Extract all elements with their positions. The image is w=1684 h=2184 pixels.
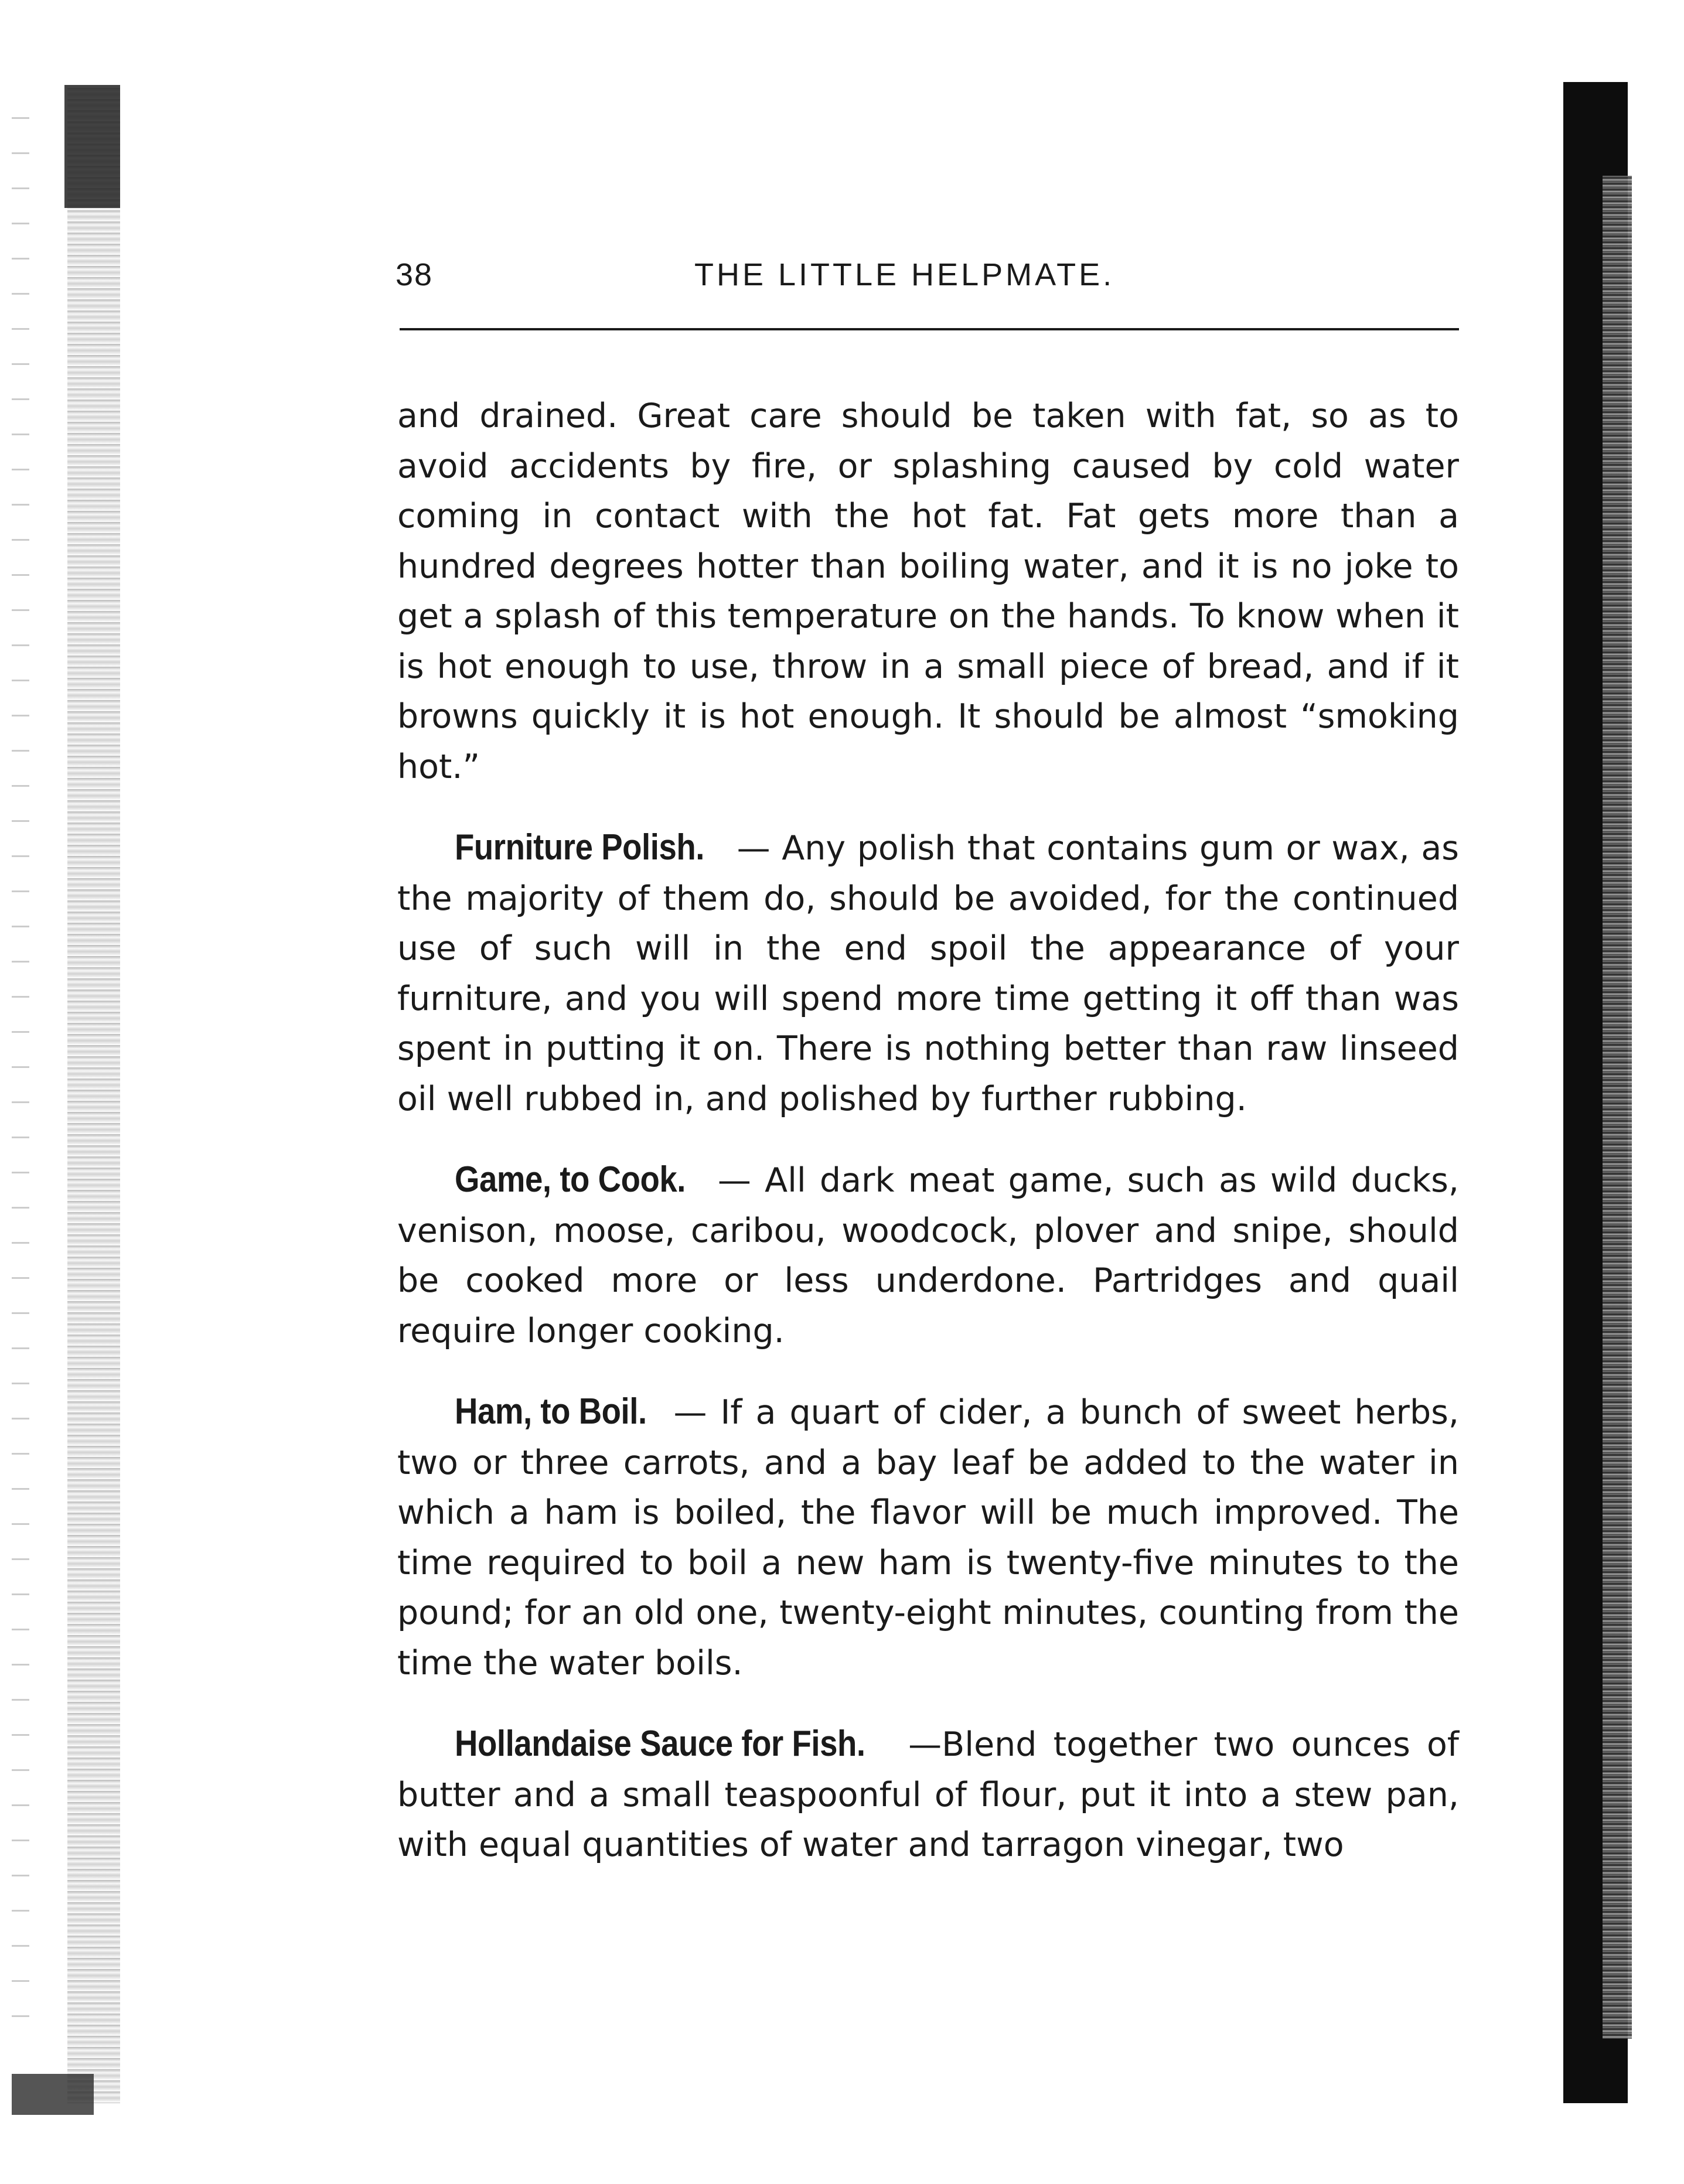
entry-game-to-cook	[397, 1155, 1459, 1356]
entry-text: If a quart of cider, a bunch of sweet herbs, two or three carrots, and a bay leaf be added to the water in which a ham is boiled, the flavor will be much improved. The time required to boil a new ham is twenty-five minutes to the pound; for an old one, twenty-eight minutes, counting from the time the water boils.	[397, 1393, 1459, 1683]
scan-binding-shadow	[67, 88, 120, 2103]
entry-dash: —	[908, 1725, 942, 1764]
entry-title: Furniture Polish.	[455, 827, 705, 868]
scan-margin-specks	[12, 117, 29, 2050]
entry-title: Game, to Cook.	[455, 1159, 686, 1200]
entry-title: Hollandaise Sauce for Fish.	[455, 1724, 865, 1764]
entry-text: Any polish that contains gum or wax, as the majority of them do, should be avoided, for the continued use of such will in the end spoil the appearance of your furniture, and you will spend more time getting it off than was spent in putting it on. There is nothing better than raw linseed oil well rubbed in, and polished by further rubbing.	[397, 829, 1459, 1118]
entry-furniture-polish	[397, 823, 1459, 1124]
entry-hollandaise-sauce	[397, 1719, 1459, 1871]
entry-ham-to-boil	[397, 1387, 1459, 1688]
scan-binding-dark-top	[64, 85, 120, 208]
entry-text: All dark meat game, such as wild ducks, venison, moose, caribou, woodcock, plover and snipe, should be cooked more or less underdone. Partridges and quail require longer cooking.	[397, 1161, 1459, 1350]
page-number: 38	[396, 257, 434, 292]
scan-right-edge-texture	[1603, 176, 1632, 2039]
entry-dash: —	[725, 829, 782, 868]
entry-dash: —	[704, 1161, 765, 1200]
continuation-paragraph: and drained. Great care should be taken with fat, so as to avoid accidents by fire, or splashing caused by cold water coming in contact with the hot fat. Fat gets more than a hundred degrees hotter than boiling water, and it is no joke to get a splash of this temperature on the hands. To know when it is hot enough to use, throw in a small piece of bread, and if it browns quickly it is hot enough. It should be almost “smoking hot.”	[397, 397, 1459, 786]
page-header	[396, 257, 1459, 309]
entry-dash: —	[660, 1393, 721, 1432]
entry-text: Blend together two ounces of butter and a small teaspoonful of flour, put it into a stew pan, with equal quantities of water and tarragon vinegar, two	[397, 1725, 1459, 1864]
page-body	[397, 391, 1459, 1871]
header-rule	[400, 328, 1459, 330]
scan-binding-dark-bottom	[12, 2074, 94, 2115]
entry-title: Ham, to Boil.	[455, 1391, 647, 1432]
running-head: THE LITTLE HELPMATE.	[694, 257, 1115, 292]
